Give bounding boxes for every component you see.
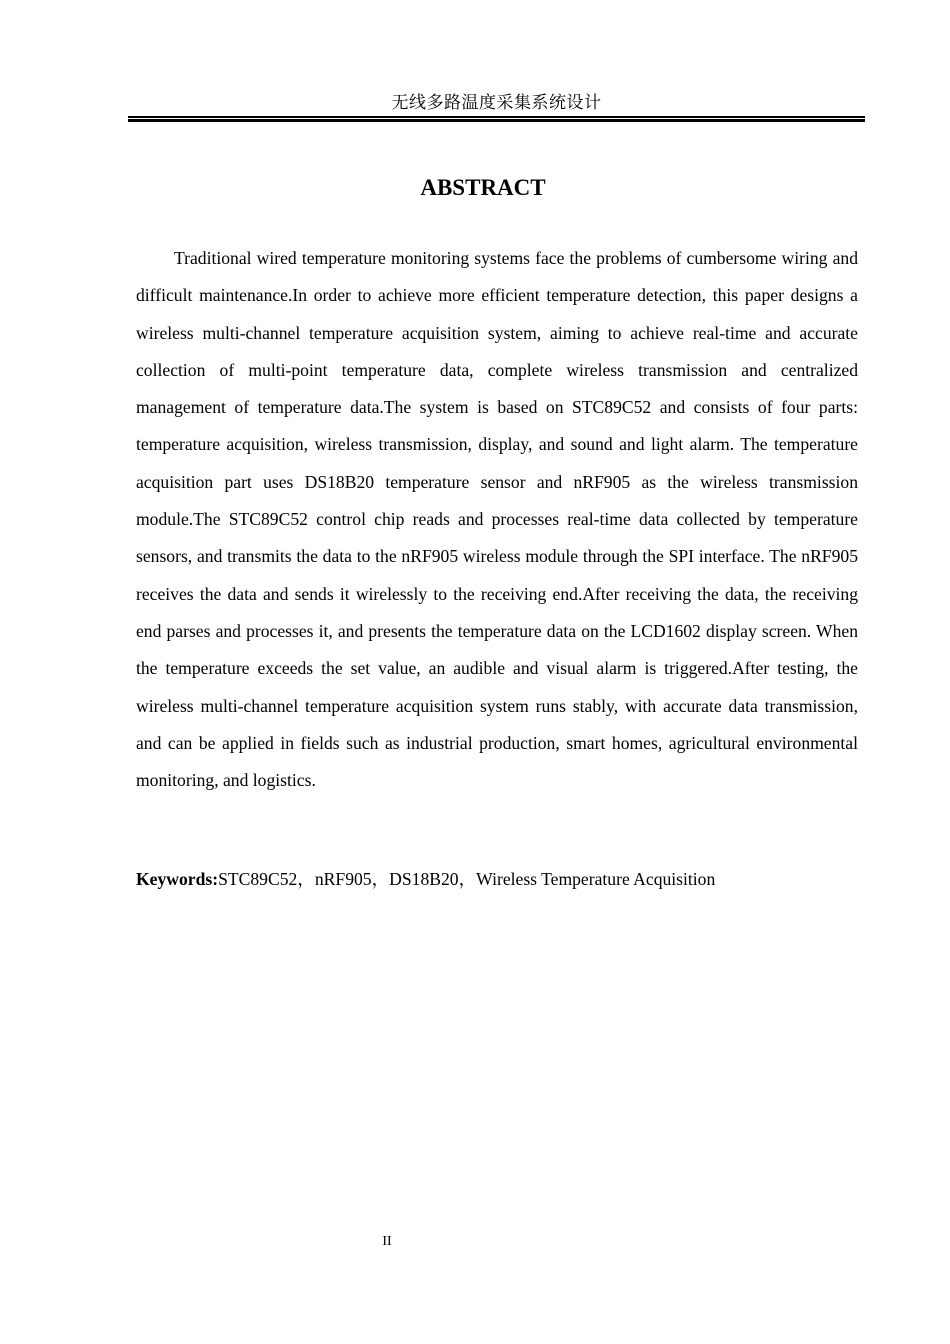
keywords-line xyxy=(136,865,858,893)
running-header: 无线多路温度采集系统设计 xyxy=(391,93,602,113)
abstract-title: ABSTRACT xyxy=(420,175,546,200)
keywords-values: STC89C52，nRF905，DS18B20，Wireless Temperature Acquisition xyxy=(218,869,716,889)
keywords-label: Keywords: xyxy=(136,869,219,889)
abstract-paragraph: Traditional wired temperature monitoring systems face the problems of cumbersome wiring and difficult maintenance.In order to achieve more efficient temperature detection, this paper designs a wireless multi-channel temperature acquisition system, aiming to achieve real-time and accurate collection of multi-point temperature data, complete wireless transmission and centralized management of temperature data.The system is based on STC89C52 and consists of four parts: temperature acquisition, wireless transmission, display, and sound and light alarm. The temperature acquisition part uses DS18B20 temperature sensor and nRF905 as the wireless transmission module.The STC89C52 control chip reads and processes real-time data collected by temperature sensors, and transmits the data to the nRF905 wireless module through the SPI interface. The nRF905 receives the data and sends it wirelessly to the receiving end.After receiving the data, the receiving end parses and processes it, and presents the temperature data on the LCD1602 display screen. When the temperature exceeds the set value, an audible and visual alarm is triggered.After testing, the wireless multi-channel temperature acquisition system runs stably, with accurate data transmission, and can be applied in fields such as industrial production, smart homes, agricultural environmental monitoring, and logistics. xyxy=(136,248,858,791)
header-double-rule xyxy=(128,116,865,122)
page-number: II xyxy=(382,1234,392,1249)
